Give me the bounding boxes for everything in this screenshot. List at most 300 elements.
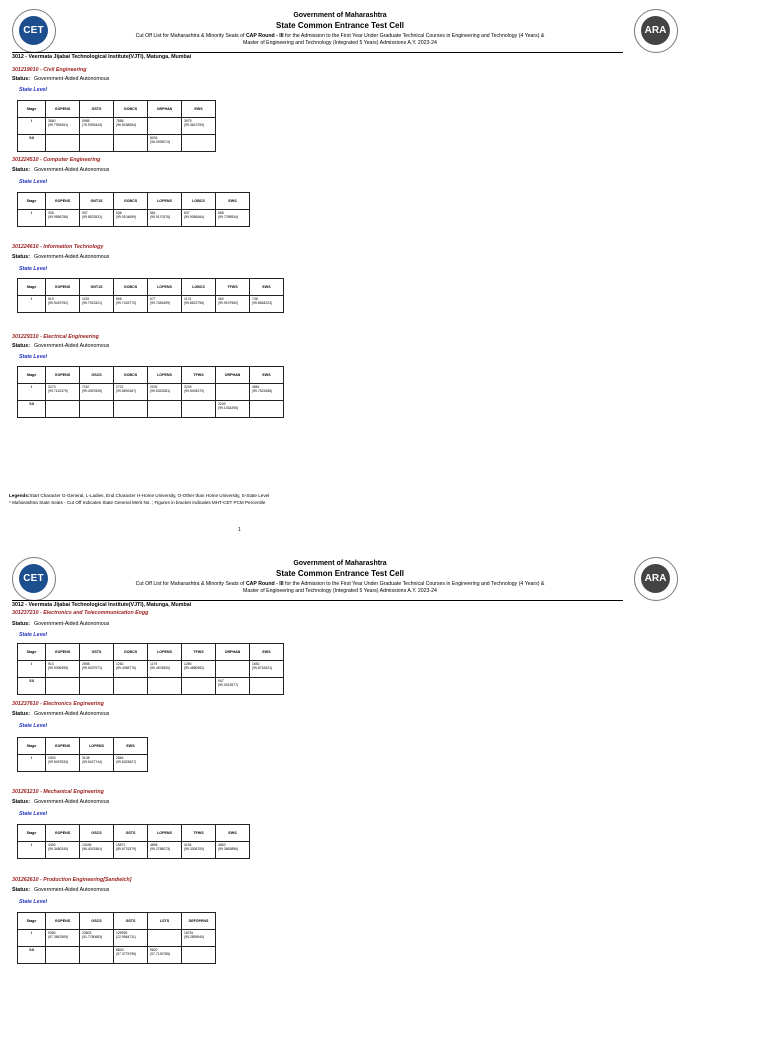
desc-line2: Master of Engineering and Technology (Integrated 5 Years) Admissions A.Y. 2023-24 xyxy=(243,588,437,594)
merit-rank: 1192 xyxy=(82,297,90,301)
merit-rank: 4896 xyxy=(150,843,158,847)
merit-rank: 7167 xyxy=(82,385,90,389)
course-status xyxy=(12,167,109,173)
merit-rank: 15571 xyxy=(116,843,126,847)
merit-rank: 4861 xyxy=(252,385,260,389)
merit-rank: 1652 xyxy=(252,662,260,666)
level-label: State Level xyxy=(19,723,47,729)
merit-rank: 23803 xyxy=(82,931,92,935)
category-header: TFWS xyxy=(182,367,216,384)
cutoff-cell xyxy=(80,118,114,135)
merit-rank: 4194 xyxy=(184,843,192,847)
cutoff-cell xyxy=(148,118,182,135)
course-status xyxy=(12,343,109,349)
level-label: State Level xyxy=(19,354,47,360)
cutoff-cell xyxy=(80,384,114,401)
stage-cell: SII xyxy=(18,947,46,964)
cet-logo-text: CET xyxy=(23,573,44,584)
cutoff-cell xyxy=(46,135,80,152)
category-header: GOPENS xyxy=(46,101,80,118)
legend-label: Legends: xyxy=(9,493,30,498)
percentile: (99.0013577) xyxy=(218,683,239,688)
percentile: (99.5494370) xyxy=(184,389,205,394)
government-heading: Government of Maharashtra xyxy=(293,12,387,19)
cutoff-cell xyxy=(80,135,114,152)
category-header: GSCS xyxy=(80,913,114,930)
category-header: GOPENS xyxy=(46,913,80,930)
cet-cell-logo xyxy=(12,9,56,53)
institute-name: 3012 - Veermata Jijabai Technological Institute(VJTI), Matunga, Mumbai xyxy=(12,54,192,60)
cutoff-cell xyxy=(216,401,250,418)
cutoff-cell xyxy=(114,947,148,964)
percentile: (99.5427744) xyxy=(82,760,103,765)
stage-cell: I xyxy=(18,118,46,135)
cutoff-table xyxy=(17,366,284,418)
percentile: (99.9104659) xyxy=(116,215,137,220)
table-row xyxy=(18,755,148,772)
percentile: (99.1034295) xyxy=(218,406,239,411)
desc-round: CAP Round - III xyxy=(245,581,284,587)
course-status xyxy=(12,254,109,260)
desc-text: Cut Off List for Maharashtra & Minority Seats of xyxy=(135,581,246,587)
percentile: (99.7913321) xyxy=(82,301,103,306)
category-header: LOPENS xyxy=(148,825,182,842)
course-status xyxy=(12,887,109,893)
merit-rank: 2864 xyxy=(116,756,124,760)
merit-rank: 2249 xyxy=(218,402,226,406)
cutoff-cell xyxy=(114,296,148,313)
merit-rank: 3273 xyxy=(48,385,56,389)
cutoff-cell xyxy=(114,135,148,152)
cutoff-cell xyxy=(182,296,216,313)
merit-rank: 3979 xyxy=(184,119,192,123)
merit-rank: 18751 xyxy=(184,931,194,935)
course-status xyxy=(12,799,109,805)
percentile: (99.4057849) xyxy=(82,389,103,394)
merit-rank: 460 xyxy=(218,297,224,301)
category-header: EWS xyxy=(216,825,250,842)
merit-rank: 606 xyxy=(116,211,122,215)
cutoff-table xyxy=(17,824,250,859)
percentile: (99.4058776) xyxy=(116,666,137,671)
category-header: GOBCS xyxy=(114,367,148,384)
table-row xyxy=(18,210,250,227)
course-title: 301262610 - Production Engineering[Sandwich] xyxy=(12,877,132,883)
category-header: GOBCS xyxy=(114,193,148,210)
merit-rank: 519 xyxy=(48,297,54,301)
percentile: (99.9556756) xyxy=(48,215,69,220)
cutoff-cell xyxy=(182,678,216,695)
level-label: State Level xyxy=(19,87,47,93)
merit-rank: 3249 xyxy=(184,385,192,389)
cet-cell-logo xyxy=(12,557,56,601)
cutoff-cell xyxy=(46,678,80,695)
stage-header: Stage xyxy=(18,279,46,296)
merit-rank: 937 xyxy=(82,211,88,215)
status-label: Status: xyxy=(12,254,30,260)
stage-cell: I xyxy=(18,296,46,313)
merit-rank: 3560 xyxy=(48,119,56,123)
document-page-2 xyxy=(0,548,768,1060)
cutoff-cell xyxy=(46,296,80,313)
cutoff-description xyxy=(60,581,620,595)
percentile: (99.6592467) xyxy=(116,389,137,394)
merit-rank: 335 xyxy=(48,211,54,215)
cutoff-cell xyxy=(46,930,80,947)
level-label: State Level xyxy=(19,632,47,638)
table-row xyxy=(18,296,284,313)
cutoff-cell xyxy=(114,842,148,859)
merit-rank: 895 xyxy=(116,297,122,301)
status-value: Government-Aided Autonomous xyxy=(33,76,110,82)
percentile: (99.9170376) xyxy=(150,215,171,220)
table-row xyxy=(18,661,284,678)
category-header: LOPENS xyxy=(148,279,182,296)
stage-cell: SII xyxy=(18,135,46,152)
merit-rank: 2721 xyxy=(116,385,124,389)
course-title: 301229310 - Electrical Engineering xyxy=(12,334,99,340)
stage-cell: I xyxy=(18,384,46,401)
merit-rank: 8034 xyxy=(150,136,158,140)
cutoff-cell xyxy=(250,661,284,678)
merit-rank: 4430 xyxy=(48,843,56,847)
percentile: (99.7483499) xyxy=(150,301,171,306)
percentile: (97.3775795) xyxy=(116,952,137,957)
cutoff-cell xyxy=(182,384,216,401)
cet-logo-text: CET xyxy=(23,25,44,36)
table-header-row xyxy=(18,913,216,930)
stage-header: Stage xyxy=(18,193,46,210)
course-title: 301224510 - Computer Engineering xyxy=(12,157,101,163)
merit-rank: 8803 xyxy=(116,948,124,952)
merit-rank: 913 xyxy=(48,662,54,666)
ara-authority-logo xyxy=(634,9,678,53)
category-header: GNT1S xyxy=(80,193,114,210)
level-label: State Level xyxy=(19,811,47,817)
merit-rank: 2698 xyxy=(82,662,90,666)
status-value: Government-Aided Autonomous xyxy=(33,711,110,717)
category-header: ORPHAN xyxy=(216,367,250,384)
cutoff-cell xyxy=(80,930,114,947)
cutoff-cell xyxy=(114,930,148,947)
cutoff-cell xyxy=(46,947,80,964)
percentile: (99.9096395) xyxy=(48,666,69,671)
stage-header: Stage xyxy=(18,101,46,118)
table-row xyxy=(18,135,216,152)
legend-text: Start Character G-General, L-Ladies, End Character H-Home University, O-Other than Home University, S-State Level xyxy=(29,493,270,498)
table-header-row xyxy=(18,738,148,755)
status-value: Government-Aided Autonomous xyxy=(33,799,110,805)
percentile: (97.7130785) xyxy=(150,952,171,957)
table-row xyxy=(18,930,216,947)
cutoff-cell xyxy=(114,401,148,418)
cutoff-cell xyxy=(80,842,114,859)
cutoff-cell xyxy=(182,842,216,859)
category-header: GOPENS xyxy=(46,825,80,842)
stage-header: Stage xyxy=(18,644,46,661)
stage-header: Stage xyxy=(18,913,46,930)
table-header-row xyxy=(18,825,250,842)
category-header: GSTS xyxy=(80,644,114,661)
cutoff-cell xyxy=(216,296,250,313)
cutoff-cell xyxy=(46,210,80,227)
merit-rank: 677 xyxy=(150,297,156,301)
cutoff-cell xyxy=(148,210,182,227)
percentile: (99.9429752) xyxy=(48,301,69,306)
cutoff-cell xyxy=(148,661,182,678)
percentile: (99.3450240) xyxy=(48,847,69,852)
stage-cell: I xyxy=(18,661,46,678)
cutoff-cell xyxy=(182,947,216,964)
cutoff-cell xyxy=(114,210,148,227)
stage-cell: I xyxy=(18,210,46,227)
cutoff-cell xyxy=(46,401,80,418)
merit-rank: 1179 xyxy=(150,662,158,666)
merit-rank: 2032 xyxy=(150,385,158,389)
cutoff-cell xyxy=(250,296,284,313)
cutoff-cell xyxy=(148,678,182,695)
percentile: (96.0095074) xyxy=(150,140,171,145)
stage-cell: I xyxy=(18,930,46,947)
cutoff-cell xyxy=(80,296,114,313)
cutoff-table xyxy=(17,737,148,772)
merit-rank: 13436 xyxy=(82,843,92,847)
status-value: Government-Aided Autonomous xyxy=(33,167,110,173)
category-header: LOBCS xyxy=(182,193,216,210)
table-row xyxy=(18,118,216,135)
status-value: Government-Aided Autonomous xyxy=(33,621,110,627)
merit-rank: 668 xyxy=(218,211,224,215)
cutoff-cell xyxy=(148,296,182,313)
cutoff-table xyxy=(17,278,284,313)
cutoff-cell xyxy=(182,661,216,678)
course-title: 301237210 - Electronics and Telecommunication Engg xyxy=(12,610,149,616)
course-status xyxy=(12,711,109,717)
cutoff-cell xyxy=(182,401,216,418)
category-header: ORPHAN xyxy=(148,101,182,118)
cutoff-cell xyxy=(148,135,182,152)
table-header-row xyxy=(18,367,284,384)
status-label: Status: xyxy=(12,887,30,893)
course-title: 301237610 - Electronics Engineering xyxy=(12,701,104,707)
stage-header: Stage xyxy=(18,825,46,842)
cutoff-cell xyxy=(114,118,148,135)
percentile: (97.3667809) xyxy=(48,935,69,940)
category-header: EWS xyxy=(216,193,250,210)
desc-round: CAP Round - III xyxy=(245,33,284,39)
category-header: TFWS xyxy=(182,644,216,661)
category-header: GOPENS xyxy=(46,738,80,755)
status-value: Government-Aided Autonomous xyxy=(33,254,110,260)
percentile: (95.2859940) xyxy=(184,935,205,940)
cutoff-cell xyxy=(148,384,182,401)
category-header: EWS xyxy=(114,738,148,755)
merit-rank: 1280 xyxy=(184,662,192,666)
category-header: EWS xyxy=(182,101,216,118)
merit-rank: 561 xyxy=(150,211,156,215)
category-header: GOBCS xyxy=(114,644,148,661)
percentile: (99.7995451) xyxy=(48,123,69,128)
stage-header: Stage xyxy=(18,367,46,384)
course-status xyxy=(12,621,109,627)
merit-rank: 5985 xyxy=(82,119,90,123)
cutoff-cell xyxy=(80,401,114,418)
category-header: GOPENS xyxy=(46,193,80,210)
ara-logo-text: ARA xyxy=(644,573,667,584)
stage-cell: SII xyxy=(18,401,46,418)
merit-rank: 129939 xyxy=(116,931,128,935)
percentile: (99.4876830) xyxy=(150,666,171,671)
percentile: (99.5497833) xyxy=(48,760,69,765)
footnote: * Maharashtra State Seats - Cut Off Indicates State General Merit No. ; Figures in bracket Indicates MHT-CET PCM Percentile xyxy=(9,500,266,505)
percentile: (99.2788073) xyxy=(150,847,171,852)
percentile: (99.3647293) xyxy=(184,123,205,128)
category-header: TFWS xyxy=(182,825,216,842)
cutoff-cell xyxy=(182,930,216,947)
institute-name: 3012 - Veermata Jijabai Technological Institute(VJTI), Matunga, Mumbai xyxy=(12,602,192,608)
merit-rank: 1174 xyxy=(184,297,192,301)
table-header-row xyxy=(18,279,284,296)
category-header: DEFOPENS xyxy=(182,913,216,930)
category-header: GOPENS xyxy=(46,644,80,661)
table-row xyxy=(18,384,284,401)
category-header: GOBCS xyxy=(114,101,148,118)
cutoff-cell xyxy=(46,755,80,772)
category-header: GOBCS xyxy=(114,279,148,296)
cutoff-cell xyxy=(46,842,80,859)
status-label: Status: xyxy=(12,343,30,349)
cutoff-cell xyxy=(148,930,182,947)
cutoff-cell xyxy=(148,947,182,964)
cell-heading: State Common Entrance Test Cell xyxy=(276,569,404,578)
course-title: 301261210 - Mechanical Engineering xyxy=(12,789,104,795)
page-number: 1 xyxy=(238,527,241,533)
legend xyxy=(9,493,269,498)
category-header: GOPENS xyxy=(46,367,80,384)
merit-rank: 9050 xyxy=(48,931,56,935)
status-label: Status: xyxy=(12,167,30,173)
cutoff-cell xyxy=(80,678,114,695)
cutoff-cell xyxy=(182,135,216,152)
category-header: GOPENS xyxy=(46,279,80,296)
merit-rank: 1503 xyxy=(48,756,56,760)
merit-rank: 4863 xyxy=(218,843,226,847)
percentile: (99.9197962) xyxy=(218,301,239,306)
merit-rank: 7856 xyxy=(116,119,124,123)
percentile: (99.9085464) xyxy=(184,215,205,220)
cutoff-cell xyxy=(182,118,216,135)
table-row xyxy=(18,947,216,964)
percentile: (96.5038054) xyxy=(116,123,137,128)
percentile: (99.3863896) xyxy=(218,847,239,852)
desc-text: Cut Off List for Maharashtra & Minority Seats of xyxy=(135,33,246,39)
percentile: (76.9393443) xyxy=(82,123,103,128)
table-header-row xyxy=(18,644,284,661)
percentile: (99.7433770) xyxy=(116,301,137,306)
cutoff-cell xyxy=(80,661,114,678)
category-header: GSCS xyxy=(80,367,114,384)
course-title: 301224610 - Information Technology xyxy=(12,244,104,250)
cutoff-cell xyxy=(216,842,250,859)
percentile: (89.6776379) xyxy=(116,847,137,852)
merit-rank: 736 xyxy=(252,297,258,301)
status-label: Status: xyxy=(12,799,30,805)
cutoff-table xyxy=(17,643,284,695)
cutoff-cell xyxy=(182,210,216,227)
government-heading: Government of Maharashtra xyxy=(293,560,387,567)
percentile: (99.7298534) xyxy=(218,215,239,220)
stage-header: Stage xyxy=(18,738,46,755)
desc-line2: Master of Engineering and Technology (Integrated 5 Years) Admissions A.Y. 2023-24 xyxy=(243,40,437,46)
stage-cell: I xyxy=(18,842,46,859)
cutoff-cell xyxy=(148,401,182,418)
percentile: (22.9564711) xyxy=(116,935,136,940)
category-header: GSTS xyxy=(114,825,148,842)
stage-cell: I xyxy=(18,755,46,772)
cutoff-table xyxy=(17,192,250,227)
cutoff-cell xyxy=(250,384,284,401)
percentile: (99.7523456) xyxy=(252,389,273,394)
cutoff-table xyxy=(17,912,216,964)
cutoff-cell xyxy=(114,384,148,401)
category-header: GSCS xyxy=(80,825,114,842)
category-header: LOPENS xyxy=(148,644,182,661)
category-header: EWS xyxy=(250,644,284,661)
category-header: LSTS xyxy=(148,913,182,930)
category-header: EWS xyxy=(250,279,284,296)
merit-rank: 637 xyxy=(184,211,190,215)
percentile: (99.7110370) xyxy=(48,389,68,394)
merit-rank: 9822 xyxy=(150,948,158,952)
status-label: Status: xyxy=(12,621,30,627)
header-divider xyxy=(12,52,623,53)
cutoff-cell xyxy=(114,661,148,678)
level-label: State Level xyxy=(19,179,47,185)
status-label: Status: xyxy=(12,76,30,82)
cutoff-cell xyxy=(250,678,284,695)
merit-rank: 947 xyxy=(218,679,224,683)
percentile: (91.7780683) xyxy=(82,935,103,940)
percentile: (99.8564223) xyxy=(252,301,273,306)
category-header: GSTS xyxy=(114,913,148,930)
course-title: 301219010 - Civil Engineering xyxy=(12,67,87,73)
cutoff-cell xyxy=(80,210,114,227)
cutoff-cell xyxy=(80,755,114,772)
table-row xyxy=(18,401,284,418)
ara-authority-logo xyxy=(634,557,678,601)
cutoff-cell xyxy=(148,842,182,859)
category-header: LOPENS xyxy=(148,367,182,384)
cutoff-cell xyxy=(216,384,250,401)
category-header: LOPENS xyxy=(148,193,182,210)
header-divider xyxy=(12,600,623,601)
cell-heading: State Common Entrance Test Cell xyxy=(276,21,404,30)
percentile: (96.4019361) xyxy=(82,847,103,852)
cutoff-cell xyxy=(114,755,148,772)
cutoff-cell xyxy=(216,210,250,227)
level-label: State Level xyxy=(19,266,47,272)
cutoff-cell xyxy=(114,678,148,695)
category-header: GNT1S xyxy=(80,279,114,296)
cutoff-cell xyxy=(46,384,80,401)
stage-cell: SII xyxy=(18,678,46,695)
cutoff-description xyxy=(60,33,620,47)
cutoff-cell xyxy=(46,661,80,678)
merit-rank: 1262 xyxy=(116,662,124,666)
percentile: (99.8522796) xyxy=(184,301,205,306)
cutoff-cell xyxy=(80,947,114,964)
course-status xyxy=(12,76,109,82)
